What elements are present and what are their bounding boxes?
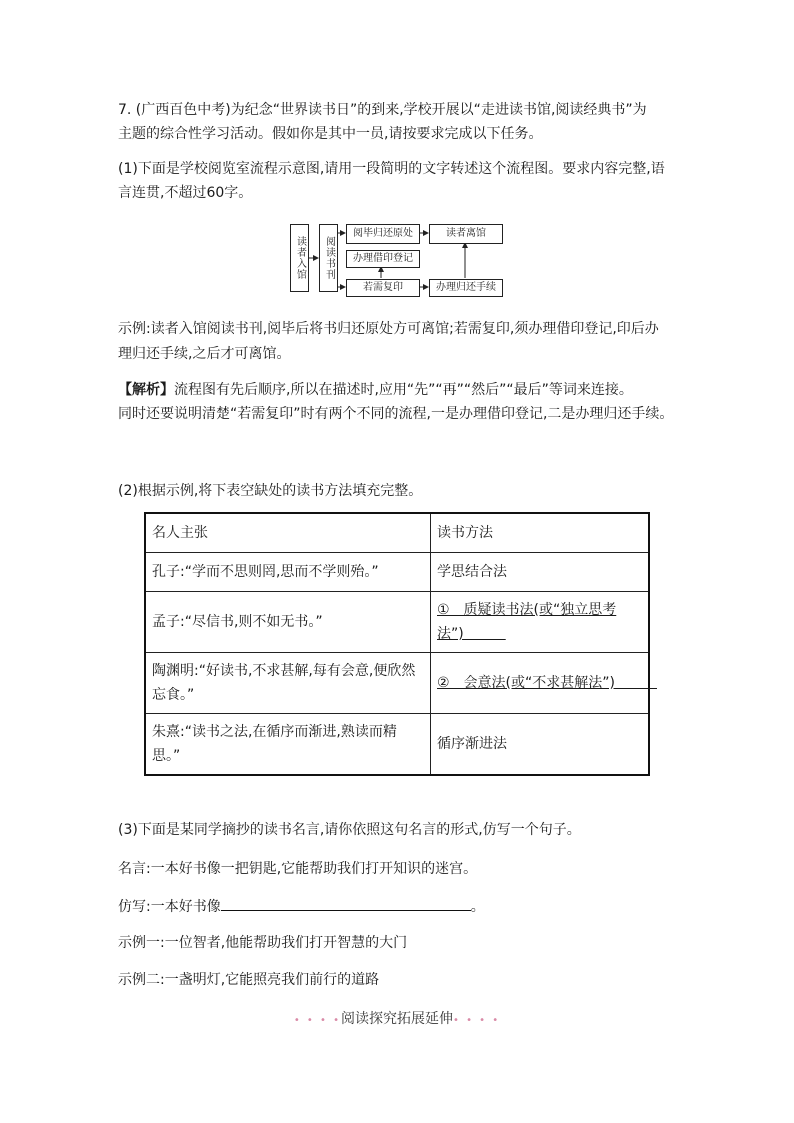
- part3-instruction: (3)下面是某同学摘抄的读书名言,请你依照这句名言的形式,仿写一个句子。: [118, 822, 581, 838]
- footer-dots-right: • • • •: [453, 1015, 501, 1026]
- analysis-text1: 流程图有先后顺序,所以在描述时,应用“先”“再”“然后”“最后”等词来连接。: [174, 382, 633, 398]
- method-cell: 学思结合法: [431, 553, 650, 592]
- header-claim: 名人主张: [145, 513, 431, 553]
- part2-instruction: (2)根据示例,将下表空缺处的读书方法填充完整。: [118, 483, 423, 499]
- flow-return-book: 阅毕归还原处: [346, 224, 420, 244]
- imitate-line: [118, 893, 678, 921]
- example1-line1: 示例:读者入馆阅读书刊,阅毕后将书归还原处方可离馆;若需复印,须办理借印登记,印后办: [118, 321, 659, 337]
- table-row: [145, 592, 649, 653]
- footer-title: 阅读探究拓展延伸: [341, 1011, 453, 1027]
- method-cell: 循序渐进法: [431, 714, 650, 776]
- method-answer-2: ② 会意法(或“不求甚解法”): [431, 653, 650, 714]
- reading-methods-table: [144, 512, 657, 776]
- example1-line2: 理归还手续,之后才可离馆。: [118, 346, 291, 362]
- claim-cell: 朱熹:“读书之法,在循序而渐进,熟读而精思。”: [145, 714, 431, 776]
- flow-return-procedure: 办理归还手续: [429, 279, 503, 297]
- part1-line1: (1)下面是学校阅览室流程示意图,请用一段简明的文字转述这个流程图。要求内容完整,语: [118, 161, 665, 177]
- flow-register: 办理借印登记: [346, 250, 420, 268]
- claim-cell: 孔子:“学而不思则罔,思而不学则殆。”: [145, 553, 431, 592]
- flow-leave: 读者离馆: [429, 224, 503, 244]
- q7-line2: 主题的综合性学习活动。假如你是其中一员,请按要求完成以下任务。: [118, 126, 543, 142]
- example-two: 示例二:一盏明灯,它能照亮我们前行的道路: [118, 972, 380, 988]
- flow-read: 阅读书刊: [319, 224, 338, 292]
- method-answer-1: ① 质疑读书法(或“独立思考法”): [431, 592, 650, 653]
- table-row: [145, 653, 649, 714]
- part1-line2: 言连贯,不超过60字。: [118, 185, 253, 201]
- quote-line: 名言:一本好书像一把钥匙,它能帮助我们打开知识的迷宫。: [118, 861, 478, 877]
- analysis-line2: 同时还要说明清楚“若需复印”时有两个不同的流程,一是办理借印登记,二是办理归还手续。: [118, 406, 674, 422]
- flow-copy: 若需复印: [346, 279, 420, 297]
- table-row: [145, 714, 649, 776]
- example-one: 示例一:一位智者,他能帮助我们打开智慧的大门: [118, 935, 408, 951]
- header-method: 读书方法: [431, 513, 650, 553]
- table-header-row: [145, 513, 649, 553]
- footer-dots-left: • • • •: [293, 1015, 341, 1026]
- flow-enter: 读者入馆: [290, 224, 309, 292]
- answer-blank: [221, 894, 471, 911]
- section-footer: [0, 1008, 794, 1028]
- q7-line1: 7. (广西百色中考)为纪念“世界读书日”的到来,学校开展以“走进读书馆,阅读经典书”为: [118, 102, 647, 118]
- imitate-suffix: 。: [470, 899, 485, 915]
- imitate-prefix: 仿写:一本好书像: [118, 899, 221, 915]
- claim-cell: 孟子:“尽信书,则不如无书。”: [145, 592, 431, 653]
- table-row: [145, 553, 649, 592]
- analysis-label: 【解析】: [118, 382, 174, 398]
- claim-cell: 陶渊明:“好读书,不求甚解,每有会意,便欣然忘食。”: [145, 653, 431, 714]
